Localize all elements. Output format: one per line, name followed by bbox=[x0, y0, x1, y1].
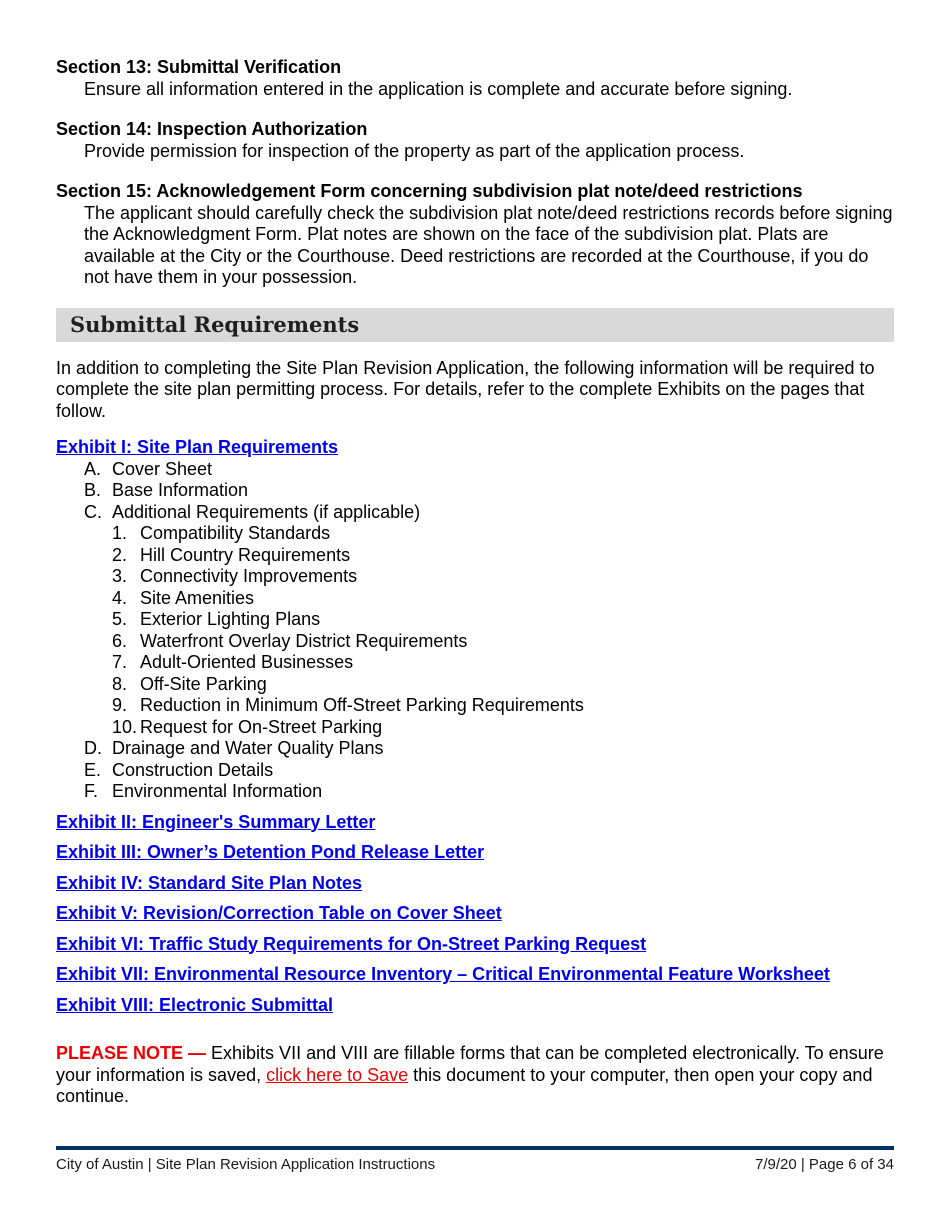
list-item bbox=[84, 738, 894, 760]
sublist-item bbox=[112, 523, 894, 545]
list-marker: F. bbox=[84, 781, 99, 801]
list-item-label: Off-Site Parking bbox=[140, 673, 267, 694]
section-heading: Section 13: Submittal Verification bbox=[56, 57, 342, 77]
note-text: this document to your computer, then open your copy and continue. bbox=[56, 1064, 873, 1106]
list-item-label: Construction Details bbox=[112, 759, 274, 780]
exhibit-6-block bbox=[56, 934, 894, 956]
list-marker: 6. bbox=[112, 630, 128, 651]
banner-title: Submittal Requirements bbox=[70, 311, 360, 337]
section-body: Ensure all information entered in the application is complete and accurate before signing. bbox=[84, 78, 793, 99]
exhibit-7-block bbox=[56, 964, 894, 986]
sublist-item bbox=[112, 717, 894, 739]
exhibit-3-link[interactable]: Exhibit III: Owner’s Detention Pond Release Letter bbox=[56, 842, 485, 862]
list-item-label: Base Information bbox=[112, 480, 249, 500]
list-marker: 2. bbox=[112, 544, 128, 565]
sublist-item bbox=[112, 545, 894, 567]
footer-document-title: City of Austin | Site Plan Revision Application Instructions bbox=[56, 1156, 436, 1173]
list-marker: B. bbox=[84, 480, 102, 500]
document-page bbox=[56, 57, 894, 1108]
exhibit-1-list bbox=[56, 459, 894, 803]
exhibit-3-block bbox=[56, 842, 894, 864]
list-marker: D. bbox=[84, 738, 102, 758]
list-marker: A. bbox=[84, 458, 102, 479]
list-item-label: Exterior Lighting Plans bbox=[140, 609, 321, 629]
list-item-label: Compatibility Standards bbox=[140, 523, 331, 543]
list-item-label: Hill Country Requirements bbox=[140, 544, 351, 565]
section-heading: Section 15: Acknowledgement Form concerning subdivision plat note/deed restrictions bbox=[56, 181, 803, 201]
list-marker: 5. bbox=[112, 609, 128, 629]
exhibit-2-link[interactable]: Exhibit II: Engineer's Summary Letter bbox=[56, 811, 376, 832]
list-marker: 3. bbox=[112, 566, 128, 586]
list-item-label: Request for On-Street Parking bbox=[140, 716, 383, 737]
footer-page-info: 7/9/20 | Page 6 of 34 bbox=[754, 1156, 894, 1173]
exhibit-1-link[interactable]: Exhibit I: Site Plan Requirements bbox=[56, 437, 339, 457]
page-footer bbox=[56, 1156, 894, 1174]
sublist-item bbox=[112, 588, 894, 610]
exhibit-8-link[interactable]: Exhibit VIII: Electronic Submittal bbox=[56, 994, 334, 1015]
list-item-label: Reduction in Minimum Off-Street Parking Requirements bbox=[140, 695, 584, 715]
sublist-item bbox=[112, 609, 894, 631]
exhibit-5-link[interactable]: Exhibit V: Revision/Correction Table on Cover Sheet bbox=[56, 903, 502, 923]
list-item-label: Waterfront Overlay District Requirements bbox=[140, 630, 468, 651]
sublist-item bbox=[112, 631, 894, 653]
section-heading: Section 14: Inspection Authorization bbox=[56, 119, 368, 139]
footer-divider bbox=[56, 1146, 894, 1150]
list-marker: 10. bbox=[112, 716, 138, 737]
note-text: Exhibits VII and VIII are fillable forms that can be completed electronically. To ensure your information is saved, bbox=[56, 1043, 884, 1085]
exhibit-4-link[interactable]: Exhibit IV: Standard Site Plan Notes bbox=[56, 872, 363, 893]
list-item-label: Additional Requirements (if applicable) bbox=[112, 501, 421, 522]
list-marker: E. bbox=[84, 759, 102, 780]
exhibit-2-block bbox=[56, 812, 894, 834]
section-14 bbox=[56, 119, 894, 162]
list-item bbox=[84, 459, 894, 481]
section-body: Provide permission for inspection of the property as part of the application process. bbox=[84, 140, 745, 161]
submittal-requirements-banner bbox=[56, 308, 894, 342]
list-marker: C. bbox=[84, 501, 102, 522]
list-item-label: Cover Sheet bbox=[112, 458, 213, 479]
list-marker: 7. bbox=[112, 652, 128, 672]
note-label: PLEASE NOTE — bbox=[56, 1043, 207, 1063]
exhibit-1-block bbox=[56, 437, 894, 803]
save-document-link[interactable]: click here to Save bbox=[266, 1064, 409, 1085]
list-item-label: Adult-Oriented Businesses bbox=[140, 652, 354, 672]
exhibit-7-link[interactable]: Exhibit VII: Environmental Resource Inventory – Critical Environmental Feature Worksheet bbox=[56, 964, 830, 984]
list-item-label: Connectivity Improvements bbox=[140, 566, 358, 586]
list-marker: 9. bbox=[112, 695, 128, 715]
section-13 bbox=[56, 57, 894, 100]
additional-requirements-sublist bbox=[84, 523, 894, 738]
list-marker: 1. bbox=[112, 523, 128, 543]
sublist-item bbox=[112, 674, 894, 696]
exhibit-6-link[interactable]: Exhibit VI: Traffic Study Requirements for On-Street Parking Request bbox=[56, 933, 647, 954]
sublist-item bbox=[112, 566, 894, 588]
list-marker: 8. bbox=[112, 673, 128, 694]
exhibit-5-block bbox=[56, 903, 894, 925]
list-item-label: Site Amenities bbox=[140, 587, 255, 608]
list-item-label: Environmental Information bbox=[112, 781, 323, 801]
section-body: The applicant should carefully check the subdivision plat note/deed restrictions records before signing the Acknowledgment Form. Plat notes are shown on the face of the subdivision plat. Plats are available at the City or the Courthouse. Deed restrictions are recorded at the Courthouse, if you do not have them in your possession. bbox=[84, 202, 893, 287]
list-marker: 4. bbox=[112, 587, 128, 608]
please-note-paragraph bbox=[56, 1043, 894, 1108]
list-item bbox=[84, 480, 894, 502]
section-15 bbox=[56, 181, 894, 289]
list-item bbox=[84, 502, 894, 739]
sublist-item bbox=[112, 652, 894, 674]
exhibit-8-block bbox=[56, 995, 894, 1017]
list-item bbox=[84, 781, 894, 803]
list-item bbox=[84, 760, 894, 782]
list-item-label: Drainage and Water Quality Plans bbox=[112, 738, 384, 758]
sublist-item bbox=[112, 695, 894, 717]
intro-paragraph: In addition to completing the Site Plan Revision Application, the following information will be required to complete the site plan permitting process. For details, refer to the complete Exhibits on the pages that follow. bbox=[56, 357, 875, 421]
exhibit-4-block bbox=[56, 873, 894, 895]
